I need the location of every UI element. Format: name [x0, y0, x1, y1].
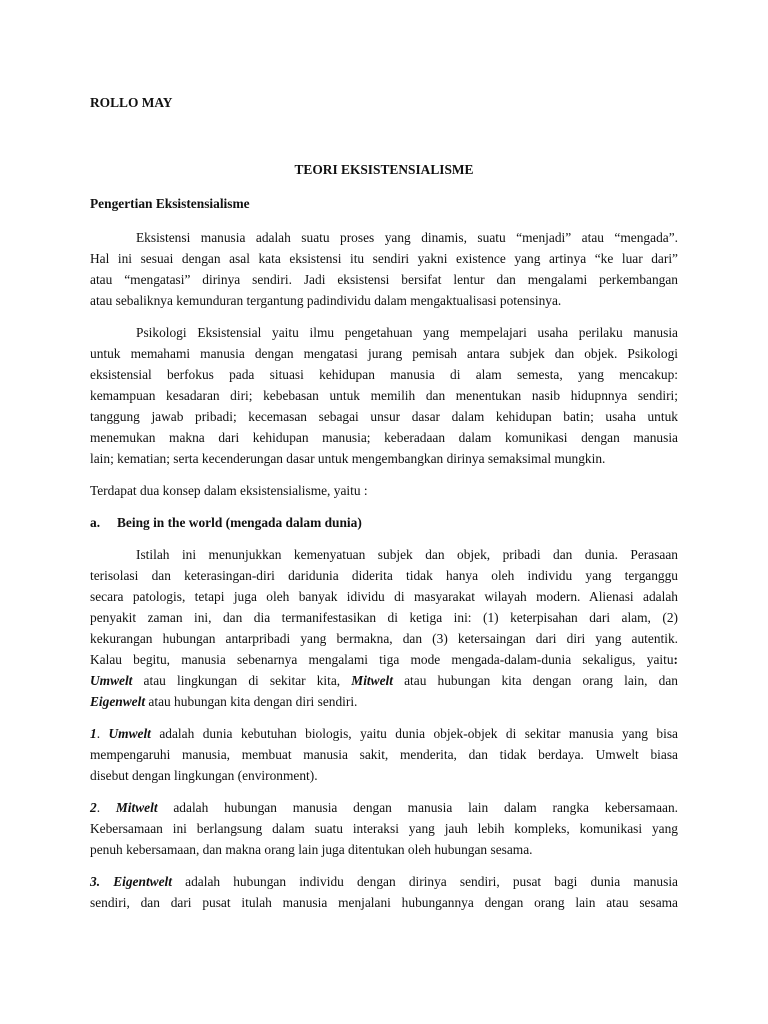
item-number: 1 — [90, 726, 97, 741]
paragraph-line: Istilah ini menunjukkan kemenyatuan subjek dan objek, pribadi dan dunia. Perasaan — [136, 547, 678, 562]
paragraph-line: disebut dengan lingkungan (environment). — [90, 768, 318, 783]
item-number: 2 — [90, 800, 97, 815]
list-item-a — [90, 514, 678, 532]
numbered-paragraph-line — [90, 725, 678, 743]
text-run: atau lingkungan di sekitar kita, — [132, 673, 352, 688]
text-run: adalah dunia kebutuhan biologis, yaitu dunia objek-objek di sekitar manusia yang bisa — [150, 726, 678, 741]
text-run: . — [96, 800, 116, 815]
text-run: atau hubungan kita dengan orang lain, dan — [392, 673, 678, 688]
paragraph-line: terisolasi dan keterasingan-diri daridunia diderita tidak hanya oleh individu yang terganggu — [90, 568, 678, 583]
paragraph-line: tanggung jawab pribadi; kecemasan sebagai unsur dasar dalam kehidupan batin; usaha untuk — [90, 409, 678, 424]
paragraph-line: penuh kebersamaan, dan makna orang lain juga ditentukan oleh hubungan sesama. — [90, 842, 533, 857]
term-eigentwelt: Eigentwelt — [113, 874, 172, 889]
term-umwelt: Umwelt — [108, 726, 151, 741]
text-run: : — [673, 652, 678, 667]
text-run: adalah hubungan manusia dengan manusia lain dalam rangka kebersamaan. — [157, 800, 679, 815]
item-number: 3. — [90, 874, 114, 889]
text-run: adalah hubungan individu dengan dirinya sendiri, pusat bagi dunia manusia — [171, 874, 679, 889]
text-run: atau hubungan kita dengan diri sendiri. — [145, 694, 358, 709]
paragraph-line: sendiri, dan dari pusat itulah manusia menjalani hubungannya dengan orang lain atau sesama — [90, 895, 678, 910]
text-run: . — [96, 726, 109, 741]
section-heading: Pengertian Eksistensialisme — [90, 196, 250, 211]
paragraph-line — [90, 672, 678, 690]
paragraph-line: kemampuan kesadaran diri; kebebasan untuk memilih dan menentukan nasib hidupnnya sendiri; — [90, 388, 678, 403]
paragraph-line: menemukan makna dari kehidupan manusia; keberadaan dalam komunikasi dengan manusia — [90, 430, 678, 445]
author-heading: ROLLO MAY — [90, 95, 173, 110]
paragraph-line: Psikologi Eksistensial yaitu ilmu pengetahuan yang mempelajari usaha perilaku manusia — [136, 325, 678, 340]
paragraph-line: secara patologis, tetapi juga oleh banyak idividu di masyarakat wilayah modern. Alienasi adalah — [90, 589, 678, 604]
list-marker: a. — [90, 515, 101, 530]
term-mitwelt: Mitwelt — [115, 800, 158, 815]
paragraph-line: Terdapat dua konsep dalam eksistensialisme, yaitu : — [90, 483, 368, 498]
paragraph-line: Eksistensi manusia adalah suatu proses yang dinamis, suatu “menjadi” atau “mengada”. — [136, 230, 678, 245]
text-run: Kalau begitu, manusia sebenarnya mengalami tiga mode mengada-dalam-dunia sekaligus, yaitu — [90, 652, 674, 667]
numbered-paragraph-line — [90, 799, 678, 817]
paragraph-line: eksistensial berfokus pada situasi kehidupan manusia di alam semesta, yang mencakup: — [90, 367, 678, 382]
paragraph-line: Hal ini sesuai dengan asal kata eksistensi itu sendiri yakni existence yang artinya “ke luar dari” — [90, 251, 678, 266]
paragraph-line: mempengaruhi manusia, membuat manusia sakit, menderita, dan tidak berdaya. Umwelt biasa — [90, 747, 678, 762]
paragraph-line: Kebersamaan ini berlangsung dalam suatu interaksi yang jauh lebih kompleks, komunikasi yang — [90, 821, 678, 836]
list-item-heading: Being in the world (mengada dalam dunia) — [117, 515, 362, 530]
paragraph-line: atau sebaliknya kemunduran tergantung padindividu dalam mengaktualisasi potensinya. — [90, 293, 562, 308]
term-umwelt: Umwelt — [90, 673, 133, 688]
paragraph-line: lain; kematian; serta kecenderungan dasar untuk mengembangkan dirinya semaksimal mungkin. — [90, 451, 606, 466]
term-eigenwelt: Eigenwelt — [90, 694, 146, 709]
paragraph-line: kekurangan hubungan antarpribadi yang bermakna, dan (3) ketersaingan dari diri yang autentik. — [90, 631, 678, 646]
paragraph-line: penyakit zaman ini, dan dia termanifestasikan di ketiga ini: (1) keterpisahan dari alam, (2) — [90, 610, 678, 625]
term-mitwelt: Mitwelt — [351, 673, 393, 688]
document-title: TEORI EKSISTENSIALISME — [294, 162, 474, 177]
numbered-paragraph-line — [90, 873, 678, 891]
paragraph-line: atau “mengatasi” dirinya sendiri. Jadi eksistensi bersifat lentur dan mengalami perkembangan — [90, 272, 678, 287]
paragraph-line — [90, 693, 678, 711]
paragraph-line: untuk memahami manusia dengan mengatasi jurang pemisah antara subjek dan objek. Psikologi — [90, 346, 678, 361]
paragraph-line — [90, 651, 678, 669]
